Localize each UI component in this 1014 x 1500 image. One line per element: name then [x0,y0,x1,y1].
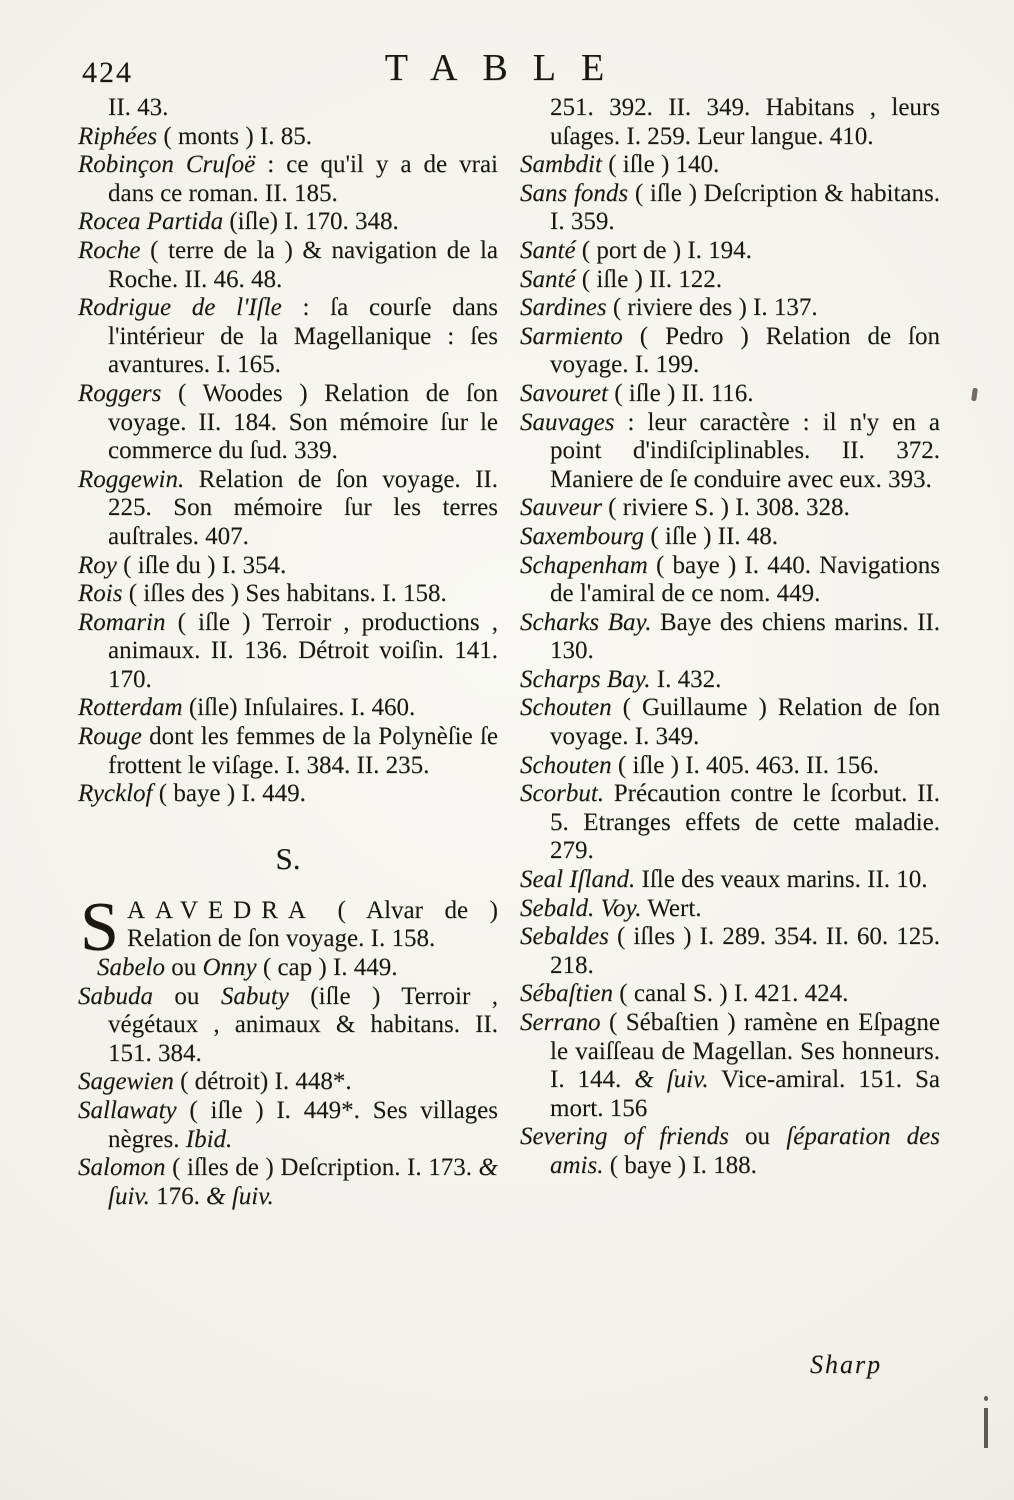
text-segment: & ſuiv. [634,1066,709,1094]
text-segment: Wert. [641,894,702,922]
text-segment: Seal Iſland. [520,866,636,894]
text-segment: Sallawaty [78,1097,177,1124]
index-entry [520,294,940,323]
index-entry [78,954,498,983]
text-segment: Saxembourg [520,522,645,550]
text-segment: Sans fonds [520,179,629,207]
text-segment: (iſle) Inſulaires. I. 460. [182,694,416,722]
index-entry [520,923,940,980]
index-entry [520,694,940,751]
text-segment: ( terre de la ) & navigation de la Roche. II. 46. 48. [108,236,498,293]
index-entry [78,1068,498,1097]
scan-artifact [984,1396,988,1401]
text-segment: ( iſle ) I. 449*. Ses villages nègres. [108,1097,498,1153]
text-segment: ( iſle ) Terroir , productions , animaux. II. 136. Détroit voiſin. 141. 170. [108,608,498,693]
text-segment: Scharks Bay. [520,608,652,636]
index-entry [520,1123,940,1180]
index-entry [78,237,498,294]
index-entry [520,1009,940,1123]
text-segment: Sarmiento [520,322,623,350]
text-segment: Ibid. [185,1125,233,1153]
text-segment: : leur caractère : il n'y en a point d'indiſciplinables. II. 372. Maniere de ſe conduire avec eux. 393. [550,408,940,493]
text-segment: Vice-amiral. 151. Sa mort. 156 [550,1066,941,1122]
drop-cap-initial: S [80,888,119,966]
index-entry [520,552,940,609]
text-segment: Relation de ſon voyage. II. 225. Son mémoire ſur les terres auſtrales. 407. [108,465,498,550]
index-entry [520,94,940,151]
index-entry [520,523,940,552]
text-segment: Sambdit [520,151,602,179]
text-segment: ( riviere S. ) I. 308. 328. [601,494,850,522]
index-entry [520,780,940,866]
text-segment: Précaution contre le ſcorbut. II. 5. Etranges effets de cette maladie. 279. [550,780,940,865]
text-segment: Salomon [78,1154,166,1182]
text-segment: 251. 392. II. 349. Habitans , leurs uſages. I. 259. Leur langue. 410. [550,94,940,150]
index-entry [78,580,498,609]
text-segment: Romarin [78,608,166,636]
index-entry [520,494,940,523]
text-segment: ( iſle ) Deſcription & habitans. I. 359. [550,179,940,236]
text-segment: Robinçon Cruſoë [78,151,256,179]
text-segment: ( iſle ) II. 122. [575,265,723,293]
index-entry [520,752,940,781]
text-segment: & ſuiv. [206,1182,274,1210]
text-segment: ( iſles des ) Ses habitans. I. 158. [122,580,447,608]
index-entry [520,980,940,1009]
text-segment: ( baye ) I. 188. [603,1151,757,1179]
text-segment: ( Sébaſtien ) ramène en Eſpagne le vaiſſeau de Magellan. Ses honneurs. I. 144. [550,1009,940,1094]
text-segment: Rouge [78,723,142,751]
text-segment: ( iſle ) II. 48. [644,522,779,550]
index-entry [520,266,940,295]
text-segment: Serrano [520,1009,601,1036]
text-segment: Scharps Bay. [520,665,651,693]
index-entry [78,151,498,208]
text-segment: ( baye ) I. 449. [152,780,306,808]
text-segment: ſéparation des amis. [550,1123,940,1179]
page-header-title: TABLE [384,47,630,89]
scan-artifact [971,388,978,402]
text-segment: : ſa courſe dans l'intérieur de la Magellanique : ſes avantures. I. 165. [108,294,498,379]
text-segment: Sabuty [220,982,289,1010]
index-entry [78,208,498,237]
index-entry [78,380,498,466]
index-entry [520,380,940,409]
text-segment: ( iſle du ) I. 354. [116,551,287,579]
text-segment: Scorbut. [520,780,605,808]
text-segment: Onny [202,954,257,982]
text-segment: Riphées [78,122,158,150]
index-entry [520,666,940,695]
index-entry [78,694,498,723]
text-segment: ( riviere des ) I. 137. [606,294,818,322]
index-entry [520,237,940,266]
text-segment: ( Guillaume ) Relation de ſon voyage. I. 349. [550,694,940,751]
text-segment: Rotterdam [78,694,183,722]
index-entry [78,1097,498,1154]
text-segment: ( Pedro ) Relation de ſon voyage. I. 199. [550,322,940,379]
text-segment: ( Alvar de ) Relation de ſon voyage. I. 158. [126,896,498,953]
text-segment: AAVEDRA [126,896,316,924]
text-segment: ou [153,982,221,1010]
scan-artifact [984,1408,988,1448]
text-segment: Roggers [78,379,162,407]
index-entry [78,552,498,581]
text-segment: Sebaldes [520,923,609,951]
page-number: 424 [82,56,133,89]
text-segment: II. 43. [108,94,169,121]
text-segment: Roggewin. [78,465,185,493]
text-segment: : ce qu'il y a de vrai dans ce roman. II. 185. [108,151,498,207]
index-entry [78,723,498,780]
text-segment: ( iſles ) I. 289. 354. II. 60. 125. 218. [550,923,940,979]
index-entry [520,409,940,495]
text-segment: ( cap ) I. 449. [256,954,398,982]
text-segment: Rocea Partida [78,208,224,236]
text-segment: (iſle ) Terroir , végétaux , animaux & habitans. II. 151. 384. [108,982,498,1067]
text-segment: ( port de ) I. 194. [575,236,752,264]
index-entry [78,780,498,809]
index-entry [520,895,940,924]
text-segment: ( détroit) I. 448*. [173,1068,352,1096]
text-segment: Sagewien [78,1068,174,1096]
text-segment: ou [164,954,203,982]
text-segment: I. 432. [650,665,722,693]
index-entry-dropcap [78,888,498,966]
index-entry [520,323,940,380]
index-columns [78,94,940,1211]
text-segment: ( iſle ) I. 405. 463. II. 156. [611,751,879,779]
text-segment: Schapenham [520,551,648,579]
index-entry [78,609,498,695]
text-segment: ( iſle ) 140. [601,151,720,179]
text-segment: Iſle des veaux marins. II. 10. [635,866,928,894]
index-entry [78,466,498,552]
text-segment: ( iſles de ) Deſcription. I. 173. [165,1154,479,1182]
catchword: Sharp [810,1350,883,1379]
text-segment: Santé [520,236,576,264]
section-heading: S. [275,840,301,876]
text-segment: Sauvages [520,408,615,436]
index-entry [520,609,940,666]
column-right [520,94,940,1211]
text-segment: (iſle) I. 170. 348. [223,208,399,236]
text-segment: & ſuiv. [108,1154,498,1210]
text-segment: ( Woodes ) Relation de ſon voyage. II. 184. Son mémoire ſur le commerce du ſud. 339. [108,379,498,465]
text-segment: Roche [78,236,141,264]
text-segment: Schouten [520,694,612,722]
text-segment: Sebald. [520,894,595,922]
index-entry [78,1154,498,1211]
text-segment: Rodrigue de l'Iſle [78,294,282,322]
text-segment: Rycklof [78,780,153,808]
text-segment: ( monts ) I. 85. [157,122,312,150]
text-segment: Sabuda [78,982,153,1010]
text-segment: Roy [78,551,117,579]
index-entry [520,151,940,180]
text-segment: ( baye ) I. 440. Navigations de l'amiral de ce nom. 449. [550,551,940,608]
text-segment: Severing of friends [520,1123,729,1151]
text-segment: ( iſle ) II. 116. [607,379,754,407]
index-entry [78,123,498,152]
text-segment: Sauveur [520,494,602,522]
index-entry [520,180,940,237]
text-segment: 176. [149,1182,207,1210]
text-segment: dont les femmes de la Polynèſie ſe frottent le viſage. I. 384. II. 235. [108,723,498,779]
text-segment: ( canal S. ) I. 421. 424. [613,980,849,1008]
text-segment: Sébaſtien [520,980,614,1008]
text-segment: Rois [78,580,123,608]
index-entry [78,294,498,380]
index-entry [520,866,940,895]
text-segment: Sardines [520,294,607,322]
index-entry [78,983,498,1069]
text-segment: Schouten [520,751,612,779]
text-segment: ou [728,1123,787,1151]
text-segment: Baye des chiens marins. II. 130. [550,608,940,665]
index-entry [78,94,498,123]
column-left [78,94,498,1211]
text-segment: Savouret [520,379,608,407]
text-segment: Sabelo [96,954,165,982]
text-segment: Voy. [600,894,642,922]
text-segment: Santé [520,265,576,293]
